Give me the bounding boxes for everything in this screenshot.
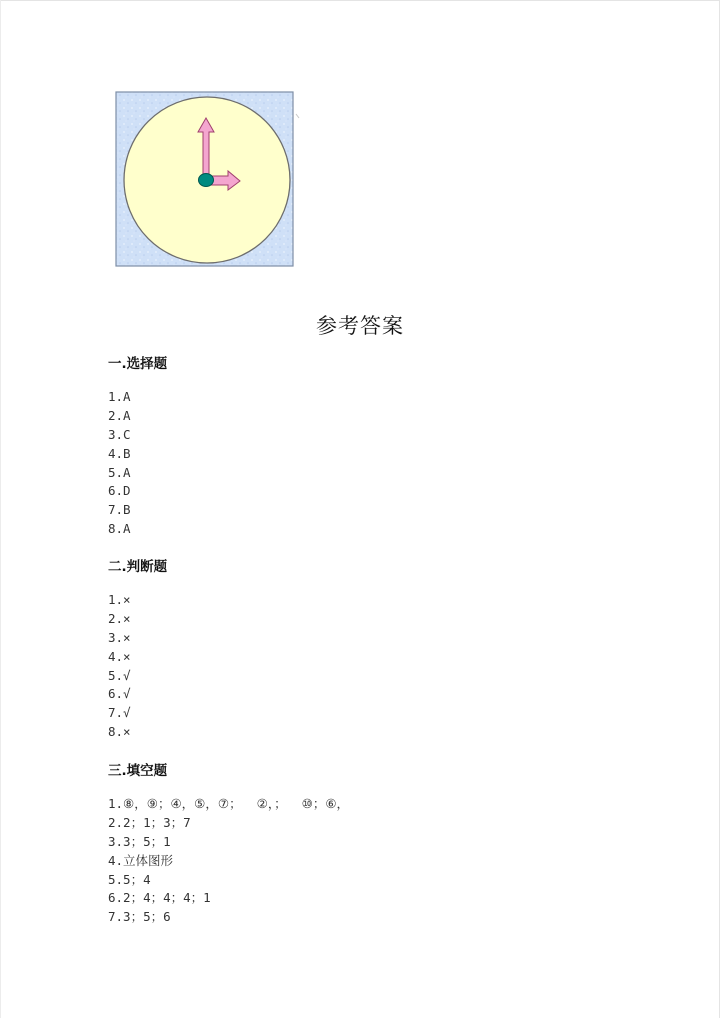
- answer-item: 2.2；1；3；7: [108, 814, 191, 830]
- answer-item: 8.A: [108, 521, 131, 537]
- section-heading-judgement: 二.判断题: [108, 559, 168, 575]
- section-heading-fill-blank: 三.填空题: [108, 763, 168, 779]
- answer-item: 4.B: [108, 445, 131, 461]
- clock-icon: [114, 90, 300, 270]
- answer-item: 7.B: [108, 502, 131, 518]
- page-title: 参考答案: [316, 314, 404, 338]
- answer-item: 2.×: [108, 610, 131, 626]
- answer-item: 5.A: [108, 464, 131, 480]
- clock-center-dot: [199, 174, 214, 187]
- answer-item: 5.√: [108, 667, 131, 683]
- answer-item: 3.3；5；1: [108, 833, 171, 849]
- page-border-left: [0, 0, 1, 1018]
- answer-item: 4.×: [108, 648, 131, 664]
- answer-item: 8.×: [108, 724, 131, 740]
- answer-list-fill-blank: [108, 795, 349, 927]
- answer-item: 6.√: [108, 686, 131, 702]
- section-heading-choice: 一.选择题: [108, 356, 168, 372]
- answer-list-choice: [108, 388, 131, 539]
- page-border-top: [0, 0, 720, 1]
- answer-item: 1.⑧，⑨；④，⑤，⑦； ②，； ⑩；⑥，: [108, 796, 350, 811]
- answer-item: 3.C: [108, 426, 131, 442]
- answer-item: 2.A: [108, 407, 131, 423]
- answer-item: 1.×: [108, 592, 131, 607]
- answer-item: 6.D: [108, 483, 131, 499]
- answer-item: 4.立体图形: [108, 852, 174, 868]
- answer-item: 1.A: [108, 389, 131, 404]
- answer-list-judgement: [108, 591, 131, 742]
- answer-item: 3.×: [108, 629, 131, 645]
- answer-item: 7.√: [108, 705, 131, 721]
- answer-item: 7.3；5；6: [108, 909, 171, 925]
- answer-item: 6.2；4；4；4；1: [108, 890, 211, 906]
- answer-item: 5.5；4: [108, 871, 151, 887]
